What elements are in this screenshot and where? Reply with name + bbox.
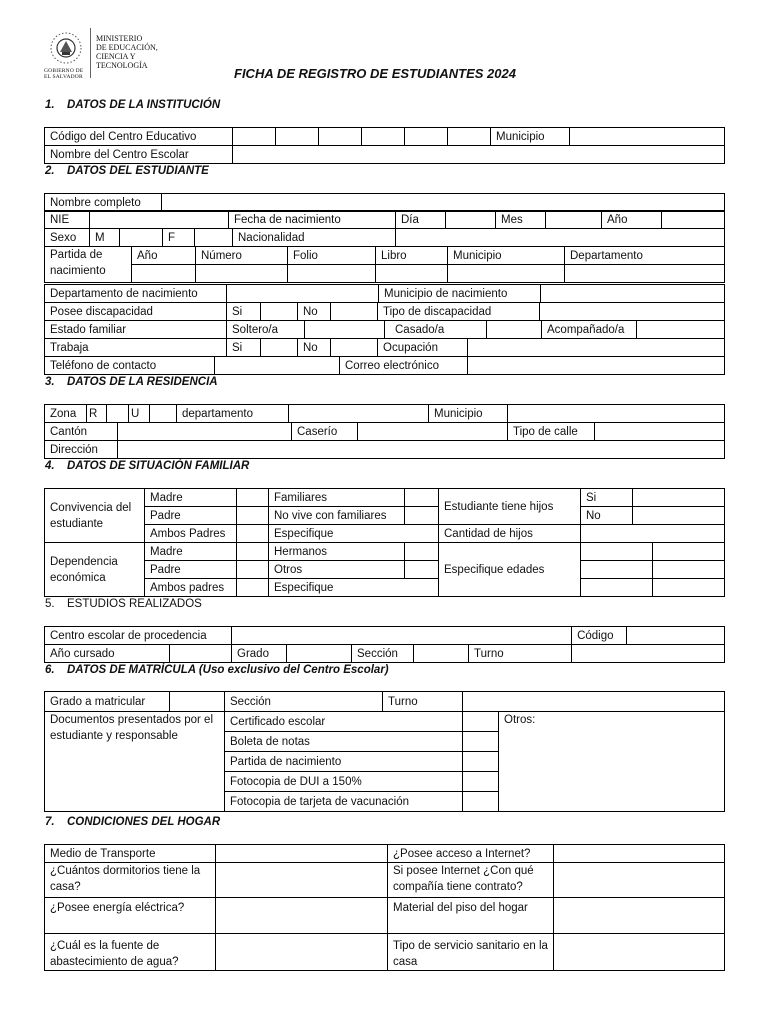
floor-material-field[interactable] [554, 898, 725, 934]
section-3-heading: 3. DATOS DE LA RESIDENCIA [45, 376, 218, 388]
grade-field[interactable] [287, 645, 352, 663]
enroll-section-label: Sección [225, 692, 383, 712]
birth-certificate-label: Partida de nacimiento [45, 247, 132, 283]
school-code-digit[interactable] [319, 128, 362, 146]
school-code-digit[interactable] [233, 128, 276, 146]
floor-material-label: Material del piso del hogar [388, 898, 554, 934]
header-divider [90, 28, 91, 78]
nie-field[interactable] [90, 211, 229, 229]
full-name-field[interactable] [162, 194, 725, 212]
cert-department-label: Departamento [565, 247, 725, 265]
national-seal-icon [48, 30, 84, 66]
vaccination-card-label: Fotocopia de tarjeta de vacunación [225, 792, 463, 812]
caserio-field[interactable] [358, 423, 508, 441]
residence-canton-table [44, 422, 725, 459]
bedrooms-field[interactable] [216, 863, 388, 898]
specify-dependency-label: Especifique [269, 579, 439, 597]
full-name-label: Nombre completo [45, 194, 162, 212]
institution-table [44, 127, 725, 164]
cert-municipality-field[interactable] [448, 265, 565, 283]
previous-studies-table [44, 626, 725, 663]
relatives-label: Familiares [269, 489, 405, 507]
section-5-heading: 5. ESTUDIOS REALIZADOS [45, 598, 202, 610]
birthplace-table [44, 284, 725, 303]
section-1-heading: 1. DATOS DE LA INSTITUCIÓN [45, 99, 221, 111]
enroll-shift-field[interactable] [463, 692, 725, 712]
cert-book-field[interactable] [376, 265, 448, 283]
child-age-field[interactable] [581, 543, 653, 561]
no-relatives-checkbox[interactable] [405, 507, 439, 525]
both-parents-checkbox[interactable] [237, 525, 269, 543]
school-code-label: Código del Centro Educativo [45, 128, 233, 146]
origin-code-field[interactable] [627, 627, 725, 645]
school-name-field[interactable] [233, 146, 725, 164]
relatives-checkbox[interactable] [405, 489, 439, 507]
single-label: Soltero/a [227, 321, 305, 339]
enroll-grade-label: Grado a matricular [45, 692, 170, 712]
children-ages-label: Especifique edades [439, 543, 581, 597]
dep-father-label: Padre [145, 561, 237, 579]
disability-type-label: Tipo de discapacidad [378, 303, 540, 321]
dep-mother-label: Madre [145, 543, 237, 561]
zone-label: Zona [45, 405, 87, 423]
other-documents-label: Otros: [499, 712, 725, 812]
disability-yes-label: Si [227, 303, 261, 321]
nationality-field[interactable] [396, 229, 725, 247]
siblings-checkbox[interactable] [405, 543, 439, 561]
school-certificate-checkbox[interactable] [463, 712, 499, 732]
dui-copy-label: Fotocopia de DUI a 150% [225, 772, 463, 792]
child-age-field[interactable] [653, 561, 725, 579]
cert-department-field[interactable] [565, 265, 725, 283]
school-code-digit[interactable] [405, 128, 448, 146]
origin-school-field[interactable] [232, 627, 572, 645]
section-label: Sección [352, 645, 414, 663]
disability-no-label: No [298, 303, 331, 321]
year-label: Año [602, 211, 662, 229]
internet-company-label: Si posee Internet ¿Con qué compañía tiene contrato? [388, 863, 554, 898]
vaccination-card-checkbox[interactable] [463, 792, 499, 812]
birth-municipality-field[interactable] [541, 285, 725, 303]
water-source-field[interactable] [216, 934, 388, 971]
rural-checkbox[interactable] [107, 405, 129, 423]
year-field[interactable] [662, 211, 725, 229]
cert-year-label: Año [132, 247, 196, 265]
works-yes-label: Si [227, 339, 261, 357]
male-checkbox[interactable] [120, 229, 163, 247]
page-header [44, 26, 724, 88]
street-type-label: Tipo de calle [508, 423, 595, 441]
canton-field[interactable] [118, 423, 292, 441]
children-count-label: Cantidad de hijos [439, 525, 581, 543]
sanitation-field[interactable] [554, 934, 725, 971]
section-2-heading: 2. DATOS DEL ESTUDIANTE [45, 165, 209, 177]
female-label: F [163, 229, 195, 247]
female-checkbox[interactable] [195, 229, 233, 247]
school-code-digit[interactable] [448, 128, 491, 146]
cert-number-field[interactable] [196, 265, 288, 283]
student-sex-table [44, 228, 725, 247]
both-parents-label: Ambos Padres [145, 525, 237, 543]
father-label: Padre [145, 507, 237, 525]
disability-type-field[interactable] [540, 303, 725, 321]
others-checkbox[interactable] [405, 561, 439, 579]
children-count-field[interactable] [581, 525, 725, 543]
birth-department-field[interactable] [227, 285, 379, 303]
rural-label: R [87, 405, 107, 423]
caserio-label: Caserío [292, 423, 358, 441]
residence-municipality-field[interactable] [508, 405, 725, 423]
cert-year-field[interactable] [132, 265, 196, 283]
student-nie-table [44, 210, 725, 229]
address-label: Dirección [45, 441, 118, 459]
school-code-digit[interactable] [362, 128, 405, 146]
disability-yes-checkbox[interactable] [261, 303, 298, 321]
year-studied-field[interactable] [170, 645, 232, 663]
single-checkbox[interactable] [305, 321, 385, 339]
marital-status-table [44, 320, 725, 339]
address-field[interactable] [118, 441, 725, 459]
married-label: Casado/a [385, 321, 487, 339]
section-7-heading: 7. CONDICIONES DEL HOGAR [45, 816, 221, 828]
cert-number-label: Número [196, 247, 288, 265]
residence-department-field[interactable] [289, 405, 429, 423]
internet-label: ¿Posee acceso a Internet? [388, 845, 554, 863]
school-certificate-label: Certificado escolar [225, 712, 463, 732]
disability-label: Posee discapacidad [45, 303, 227, 321]
cohabiting-checkbox[interactable] [637, 321, 725, 339]
occupation-label: Ocupación [378, 339, 468, 357]
transport-field[interactable] [216, 845, 388, 863]
phone-label: Teléfono de contacto [45, 357, 215, 375]
occupation-field[interactable] [468, 339, 725, 357]
street-type-field[interactable] [595, 423, 725, 441]
male-label: M [90, 229, 120, 247]
year-studied-label: Año cursado [45, 645, 170, 663]
works-no-label: No [298, 339, 331, 357]
children-yes-label: Si [581, 489, 633, 507]
ministry-name: MINISTERIO DE EDUCACIÓN, CIENCIA Y TECNOLOGÍA [96, 34, 158, 70]
email-label: Correo electrónico [340, 357, 468, 375]
children-no-label: No [581, 507, 633, 525]
municipality-field[interactable] [570, 128, 725, 146]
dep-both-parents-checkbox[interactable] [237, 579, 269, 597]
children-no-checkbox[interactable] [633, 507, 725, 525]
cert-book-label: Libro [376, 247, 448, 265]
cohabitation-label: Convivencia del estudiante [45, 489, 145, 543]
school-code-digit[interactable] [276, 128, 319, 146]
sanitation-label: Tipo de servicio sanitario en la casa [388, 934, 554, 971]
canton-label: Cantón [45, 423, 118, 441]
family-situation-table [44, 488, 725, 597]
origin-school-label: Centro escolar de procedencia [45, 627, 232, 645]
day-label: Día [396, 211, 446, 229]
enroll-shift-label: Turno [383, 692, 463, 712]
enrollment-table [44, 691, 725, 812]
disability-no-checkbox[interactable] [331, 303, 378, 321]
birth-department-label: Departamento de nacimiento [45, 285, 227, 303]
nationality-label: Nacionalidad [233, 229, 396, 247]
cert-folio-field[interactable] [288, 265, 376, 283]
residence-department-label: departamento [177, 405, 289, 423]
child-age-field[interactable] [581, 579, 653, 597]
residence-municipality-label: Municipio [429, 405, 508, 423]
municipality-label: Municipio [491, 128, 570, 146]
birth-municipality-label: Municipio de nacimiento [379, 285, 541, 303]
month-field[interactable] [546, 211, 602, 229]
report-card-checkbox[interactable] [463, 732, 499, 752]
economic-dependency-label: Dependencia económica [45, 543, 145, 597]
others-label: Otros [269, 561, 405, 579]
siblings-label: Hermanos [269, 543, 405, 561]
has-children-label: Estudiante tiene hijos [439, 489, 581, 525]
disability-table [44, 302, 725, 321]
child-age-field[interactable] [653, 579, 725, 597]
cert-municipality-label: Municipio [448, 247, 565, 265]
works-no-checkbox[interactable] [331, 339, 378, 357]
email-field[interactable] [468, 357, 725, 375]
report-card-label: Boleta de notas [225, 732, 463, 752]
documents-label: Documentos presentados por el estudiante y responsable [45, 712, 225, 812]
internet-field[interactable] [554, 845, 725, 863]
no-relatives-label: No vive con familiares [269, 507, 405, 525]
section-6-heading: 6. DATOS DE MATRÍCULA (Uso exclusivo del Centro Escolar) [45, 664, 389, 676]
marital-status-label: Estado familiar [45, 321, 227, 339]
dep-father-checkbox[interactable] [237, 561, 269, 579]
children-yes-checkbox[interactable] [633, 489, 725, 507]
internet-company-field[interactable] [554, 863, 725, 898]
nie-label: NIE [45, 211, 90, 229]
electricity-label: ¿Posee energía eléctrica? [45, 898, 216, 934]
sex-label: Sexo [45, 229, 90, 247]
dep-mother-checkbox[interactable] [237, 543, 269, 561]
dep-both-parents-label: Ambos padres [145, 579, 237, 597]
urban-label: U [129, 405, 150, 423]
cohabiting-label: Acompañado/a [542, 321, 637, 339]
specify-cohabitation-label: Especifique [269, 525, 439, 543]
residence-zone-table [44, 404, 725, 423]
section-4-heading: 4. DATOS DE SITUACIÓN FAMILIAR [45, 460, 250, 472]
birth-certificate-doc-checkbox[interactable] [463, 752, 499, 772]
electricity-field[interactable] [216, 898, 388, 934]
birth-certificate-table [44, 246, 725, 283]
transport-label: Medio de Transporte [45, 845, 216, 863]
works-label: Trabaja [45, 339, 227, 357]
page-title: FICHA DE REGISTRO DE ESTUDIANTES 2024 [234, 66, 516, 81]
phone-field[interactable] [215, 357, 340, 375]
contact-table [44, 356, 725, 375]
bedrooms-label: ¿Cuántos dormitorios tiene la casa? [45, 863, 216, 898]
water-source-label: ¿Cuál es la fuente de abastecimiento de agua? [45, 934, 216, 971]
origin-code-label: Código [572, 627, 627, 645]
married-checkbox[interactable] [487, 321, 542, 339]
home-conditions-table [44, 844, 725, 971]
urban-checkbox[interactable] [150, 405, 177, 423]
grade-label: Grado [232, 645, 287, 663]
mother-label: Madre [145, 489, 237, 507]
birth-certificate-doc-label: Partida de nacimiento [225, 752, 463, 772]
shift-label: Turno [469, 645, 572, 663]
section-field[interactable] [414, 645, 469, 663]
works-yes-checkbox[interactable] [261, 339, 298, 357]
child-age-field[interactable] [653, 543, 725, 561]
government-label: GOBIERNO DE EL SALVADOR [44, 68, 84, 80]
cert-folio-label: Folio [288, 247, 376, 265]
month-label: Mes [496, 211, 546, 229]
dui-copy-checkbox[interactable] [463, 772, 499, 792]
employment-table [44, 338, 725, 357]
day-field[interactable] [446, 211, 496, 229]
shift-field[interactable] [572, 645, 725, 663]
mother-checkbox[interactable] [237, 489, 269, 507]
birth-date-label: Fecha de nacimiento [229, 211, 396, 229]
father-checkbox[interactable] [237, 507, 269, 525]
school-name-label: Nombre del Centro Escolar [45, 146, 233, 164]
child-age-field[interactable] [581, 561, 653, 579]
enroll-grade-field[interactable] [170, 692, 225, 712]
